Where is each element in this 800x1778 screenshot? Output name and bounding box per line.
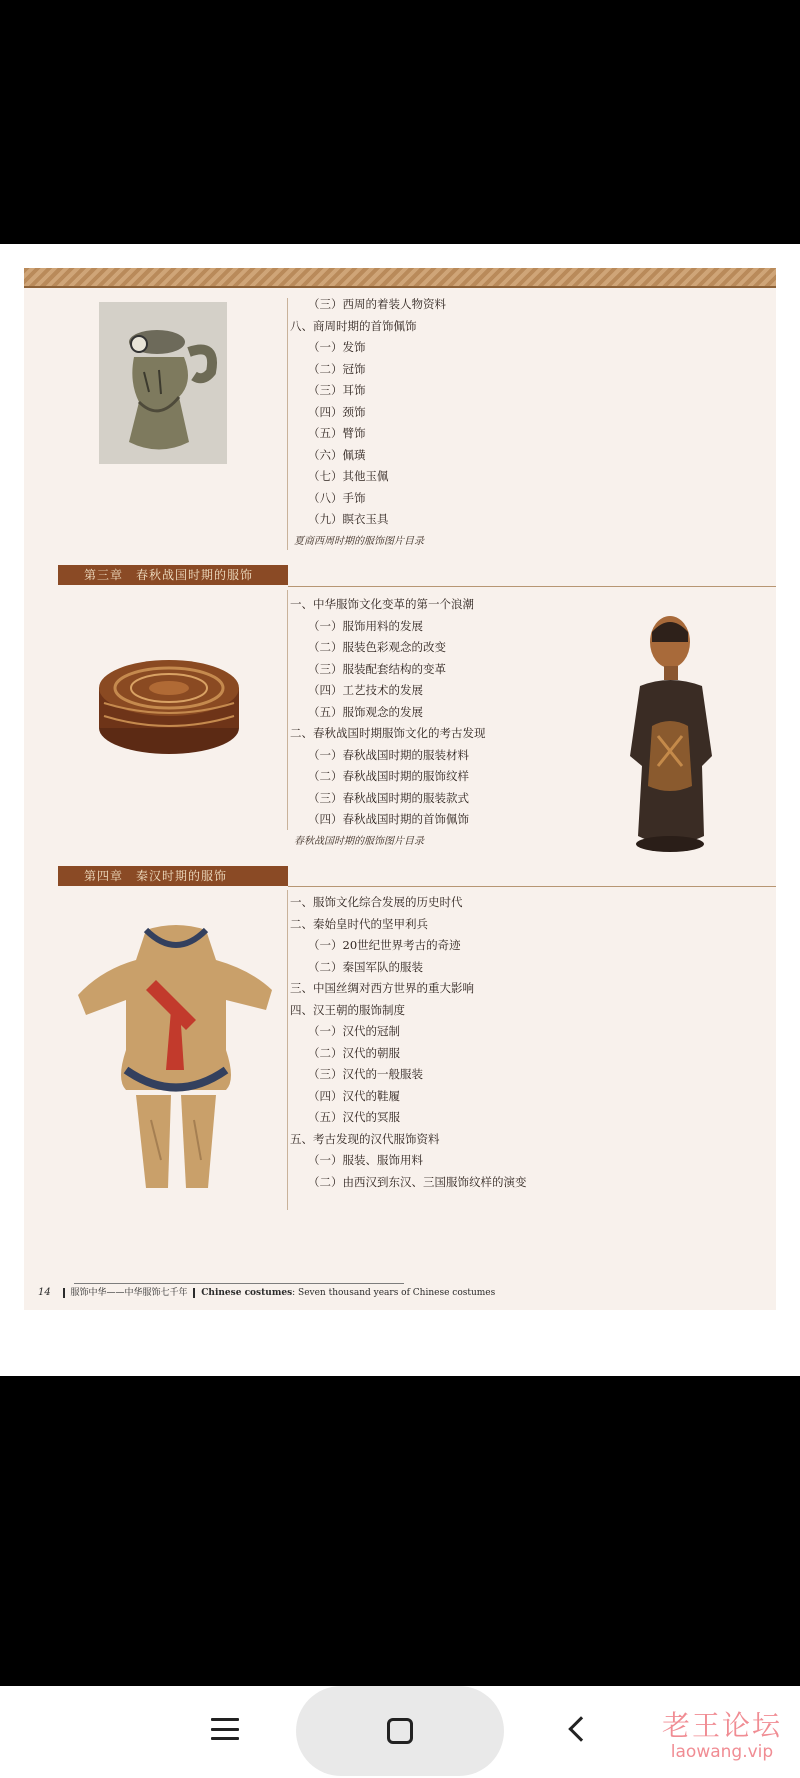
chapter4-title[interactable]: 第四章 秦汉时期的服饰 bbox=[58, 866, 288, 886]
toc-item[interactable]: （九）瞑衣玉具 bbox=[308, 512, 389, 526]
footer-separator bbox=[63, 1288, 65, 1298]
toc-item[interactable]: （二）秦国军队的服装 bbox=[308, 959, 423, 974]
toc-item[interactable]: （三）春秋战国时期的服装款式 bbox=[308, 790, 469, 805]
home-button[interactable] bbox=[296, 1686, 504, 1776]
toc-item[interactable]: （三）耳饰 bbox=[308, 383, 366, 397]
toc-item[interactable]: 二、秦始皇时代的坚甲利兵 bbox=[290, 916, 428, 931]
han-garment-photo bbox=[76, 920, 276, 1200]
toc-item[interactable]: 一、中华服饰文化变革的第一个浪潮 bbox=[290, 597, 474, 611]
chapter3-title[interactable]: 第三章 春秋战国时期的服饰 bbox=[58, 565, 288, 585]
toc-section-top bbox=[290, 294, 446, 552]
toc-image-index[interactable]: 春秋战国时期的服饰图片目录 bbox=[294, 835, 424, 847]
toc-item[interactable]: （四）汉代的鞋履 bbox=[308, 1088, 400, 1103]
toc-chapter3 bbox=[290, 594, 486, 852]
toc-item[interactable]: （四）工艺技术的发展 bbox=[308, 683, 423, 697]
page-number: 14 bbox=[38, 1287, 51, 1298]
toc-item[interactable]: （五）汉代的冥服 bbox=[308, 1110, 400, 1124]
toc-item[interactable]: （一）春秋战国时期的服装材料 bbox=[308, 747, 469, 762]
lacquer-box-photo bbox=[94, 648, 244, 758]
toc-item[interactable]: 一、服饰文化综合发展的历史时代 bbox=[290, 895, 463, 909]
toc-item[interactable]: 五、考古发现的汉代服饰资料 bbox=[290, 1131, 440, 1146]
chapter3-rule bbox=[288, 586, 776, 587]
wooden-figurine-photo bbox=[622, 616, 722, 856]
book-title-en: Chinese costumes: Seven thousand years of Chinese costumes bbox=[201, 1288, 496, 1298]
document-viewer[interactable] bbox=[0, 244, 800, 1376]
page-footer bbox=[38, 1285, 495, 1298]
divider-line bbox=[287, 590, 288, 830]
toc-chapter4 bbox=[290, 892, 527, 1193]
toc-item[interactable]: 二、春秋战国时期服饰文化的考古发现 bbox=[290, 726, 486, 740]
toc-item[interactable]: （五）臂饰 bbox=[308, 426, 366, 440]
toc-item[interactable]: （一）服饰用料的发展 bbox=[308, 618, 423, 633]
toc-item[interactable]: （三）服装配套结构的变革 bbox=[308, 661, 446, 676]
footer-separator bbox=[193, 1288, 195, 1298]
toc-item[interactable]: （三）汉代的一般服装 bbox=[308, 1067, 423, 1081]
toc-item[interactable]: （二）服装色彩观念的改变 bbox=[308, 640, 446, 654]
toc-item[interactable]: （三）西周的着装人物资料 bbox=[308, 297, 446, 311]
jade-figure-photo bbox=[99, 302, 227, 464]
toc-item[interactable]: （二）汉代的朝服 bbox=[308, 1045, 400, 1060]
toc-item[interactable]: （四）春秋战国时期的首饰佩饰 bbox=[308, 812, 469, 826]
divider-line bbox=[287, 298, 288, 550]
toc-image-index[interactable]: 夏商西周时期的服饰图片目录 bbox=[294, 535, 424, 547]
watermark-logo bbox=[652, 1710, 792, 1762]
toc-item[interactable]: （一）20世纪世界考古的奇迹 bbox=[308, 938, 461, 952]
home-icon bbox=[387, 1718, 413, 1744]
watermark-cn: 老王论坛 bbox=[661, 1709, 782, 1742]
toc-item[interactable]: 四、汉王朝的服饰制度 bbox=[290, 1002, 405, 1017]
toc-item[interactable]: 三、中国丝绸对西方世界的重大影响 bbox=[290, 981, 474, 995]
footer-rule bbox=[74, 1283, 404, 1284]
toc-item[interactable]: （六）佩璜 bbox=[308, 447, 366, 462]
back-chevron-icon bbox=[568, 1716, 593, 1741]
divider-line bbox=[287, 890, 288, 1210]
chapter4-rule bbox=[288, 886, 776, 887]
book-page bbox=[24, 268, 776, 1310]
toc-item[interactable]: （二）春秋战国时期的服饰纹样 bbox=[308, 769, 469, 783]
toc-item[interactable]: （一）发饰 bbox=[308, 340, 366, 354]
toc-item[interactable]: （四）颈饰 bbox=[308, 404, 366, 419]
decorative-header-band bbox=[24, 268, 776, 288]
toc-item[interactable]: （一）汉代的冠制 bbox=[308, 1024, 400, 1038]
toc-item[interactable]: 八、商周时期的首饰佩饰 bbox=[290, 318, 417, 333]
toc-item[interactable]: （一）服装、服饰用料 bbox=[308, 1153, 423, 1167]
toc-item[interactable]: （二）由西汉到东汉、三国服饰纹样的演变 bbox=[308, 1174, 527, 1189]
toc-item[interactable]: （八）手饰 bbox=[308, 490, 366, 505]
menu-icon bbox=[211, 1718, 239, 1740]
book-title-cn: 服饰中华——中华服饰七千年 bbox=[70, 1288, 188, 1298]
toc-item[interactable]: （二）冠饰 bbox=[308, 361, 366, 376]
back-button[interactable] bbox=[552, 1704, 602, 1754]
watermark-en: laowang.vip bbox=[670, 1742, 774, 1762]
menu-button[interactable] bbox=[200, 1704, 250, 1754]
toc-item[interactable]: （七）其他玉佩 bbox=[308, 469, 389, 483]
toc-item[interactable]: （五）服饰观念的发展 bbox=[308, 704, 423, 719]
